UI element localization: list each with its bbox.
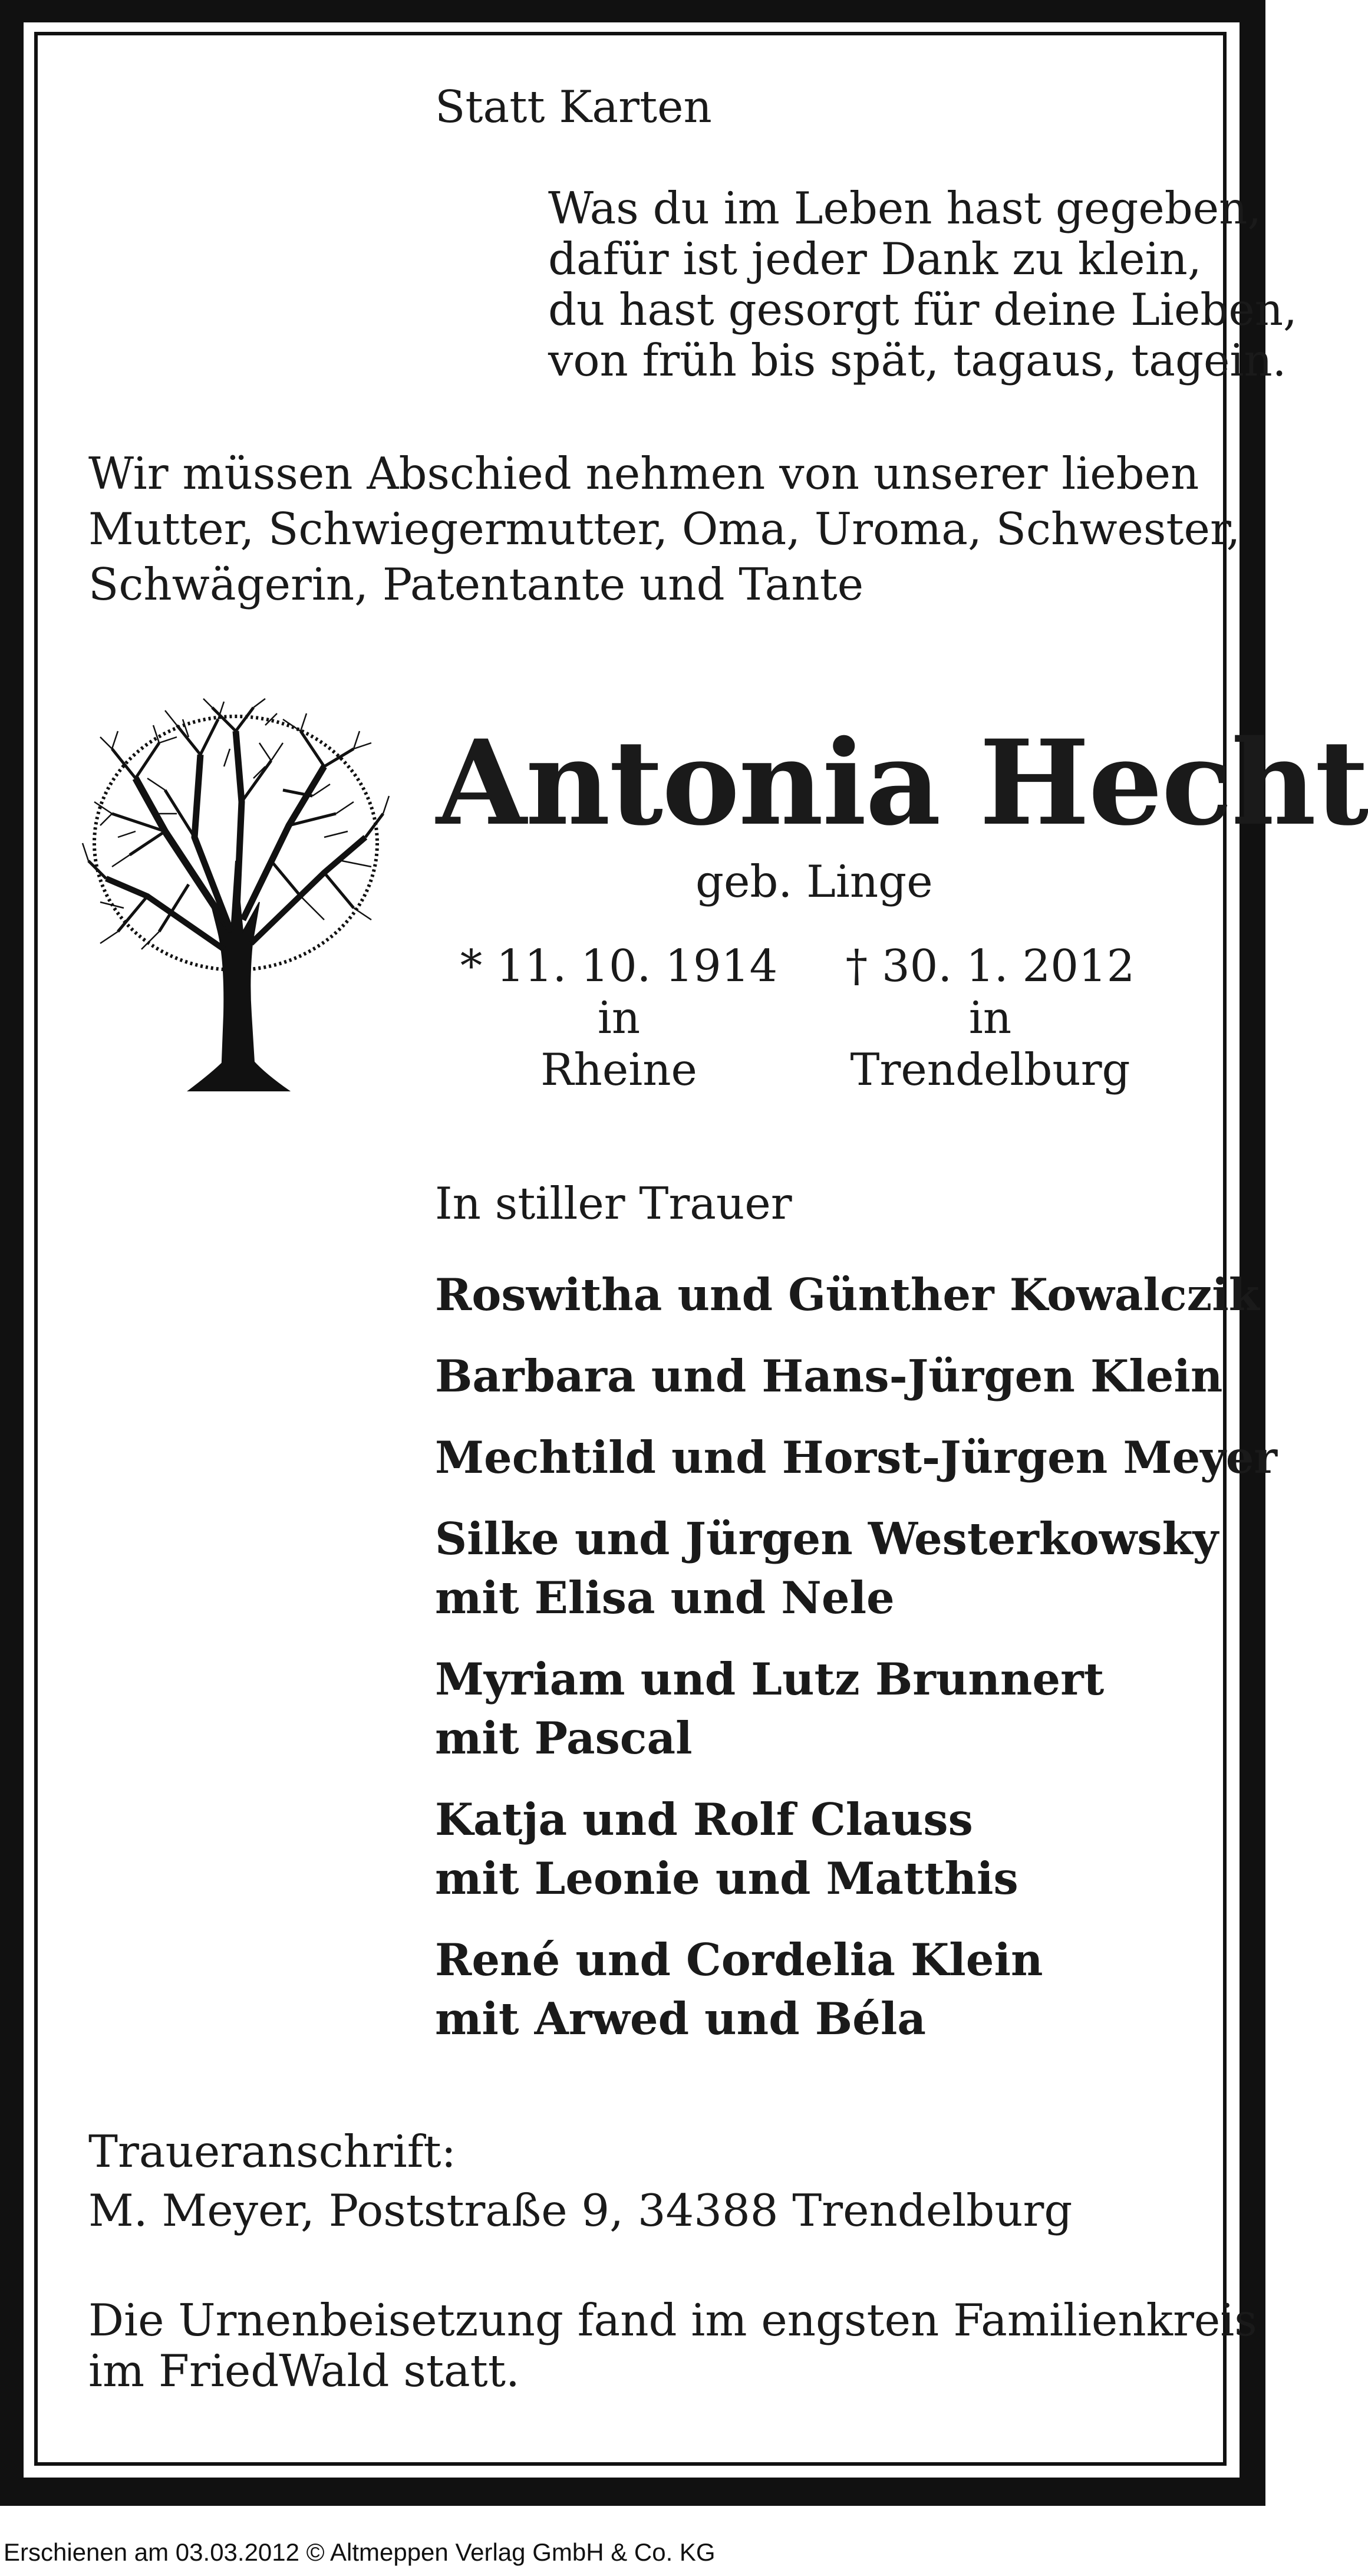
deceased-name: Antonia Hecht [436, 714, 1368, 851]
intro-line: Schwägerin, Patentante und Tante [88, 558, 864, 610]
mourners-list [435, 1265, 1277, 2071]
mourner-line: Roswitha und Günther Kowalczik [435, 1269, 1260, 1321]
mourner-group [435, 1930, 1277, 2048]
funeral-note-line: im FriedWald statt. [88, 2345, 520, 2397]
mourner-line: mit Pascal [435, 1712, 693, 1764]
poem-line: Was du im Leben hast gegeben, [548, 182, 1262, 234]
funeral-note [88, 2295, 1257, 2396]
mourner-group [435, 1265, 1277, 1324]
mourner-line: Katja und Rolf Clauss [435, 1794, 973, 1845]
mourner-line: mit Arwed und Béla [435, 1993, 926, 2045]
mourner-line: Myriam und Lutz Brunnert [435, 1653, 1105, 1705]
mourner-line: mit Leonie und Matthis [435, 1853, 1018, 1904]
mourner-group [435, 1650, 1277, 1768]
mourner-group [435, 1790, 1277, 1908]
poem-line: von früh bis spät, tagaus, tagein. [548, 334, 1287, 386]
intro-text [88, 446, 1240, 612]
poem [548, 183, 1297, 386]
poem-line: dafür ist jeder Dank zu klein, [548, 233, 1202, 285]
tree-icon [77, 684, 395, 1091]
mourner-group [435, 1347, 1277, 1406]
birth-info [454, 940, 784, 1095]
mourner-line: Silke und Jürgen Westerkowsky [435, 1513, 1219, 1565]
notice-inner-border [34, 32, 1227, 2466]
mourner-line: Mechtild und Horst-Jürgen Meyer [435, 1432, 1277, 1483]
death-in: in [968, 992, 1012, 1044]
mourning-address: M. Meyer, Poststraße 9, 34388 Trendelburg [88, 2184, 1073, 2236]
mourner-group [435, 1509, 1277, 1627]
mourner-line: mit Elisa und Nele [435, 1572, 895, 1624]
death-date: † 30. 1. 2012 [845, 940, 1135, 992]
notice-header: Statt Karten [435, 81, 712, 133]
intro-line: Wir müssen Abschied nehmen von unserer lieben [88, 448, 1199, 499]
maiden-name: geb. Linge [695, 856, 933, 907]
birth-in: in [597, 992, 641, 1044]
birth-place: Rheine [540, 1044, 697, 1095]
birth-date: * 11. 10. 1914 [460, 940, 778, 992]
mourner-line: René und Cordelia Klein [435, 1934, 1043, 1986]
funeral-note-line: Die Urnenbeisetzung fand im engsten Familienkreis [88, 2294, 1257, 2346]
mourning-label: In stiller Trauer [435, 1177, 792, 1229]
mourner-line: Barbara und Hans-Jürgen Klein [435, 1350, 1223, 1402]
intro-line: Mutter, Schwiegermutter, Oma, Uroma, Schwester, [88, 503, 1241, 555]
death-info [825, 940, 1155, 1095]
mourner-group [435, 1428, 1277, 1487]
address-label: Traueranschrift: [88, 2126, 456, 2177]
death-place: Trendelburg [850, 1044, 1130, 1095]
publication-footer: Erschienen am 03.03.2012 © Altmeppen Verlag GmbH & Co. KG [4, 2538, 716, 2566]
poem-line: du hast gesorgt für deine Lieben, [548, 284, 1297, 335]
